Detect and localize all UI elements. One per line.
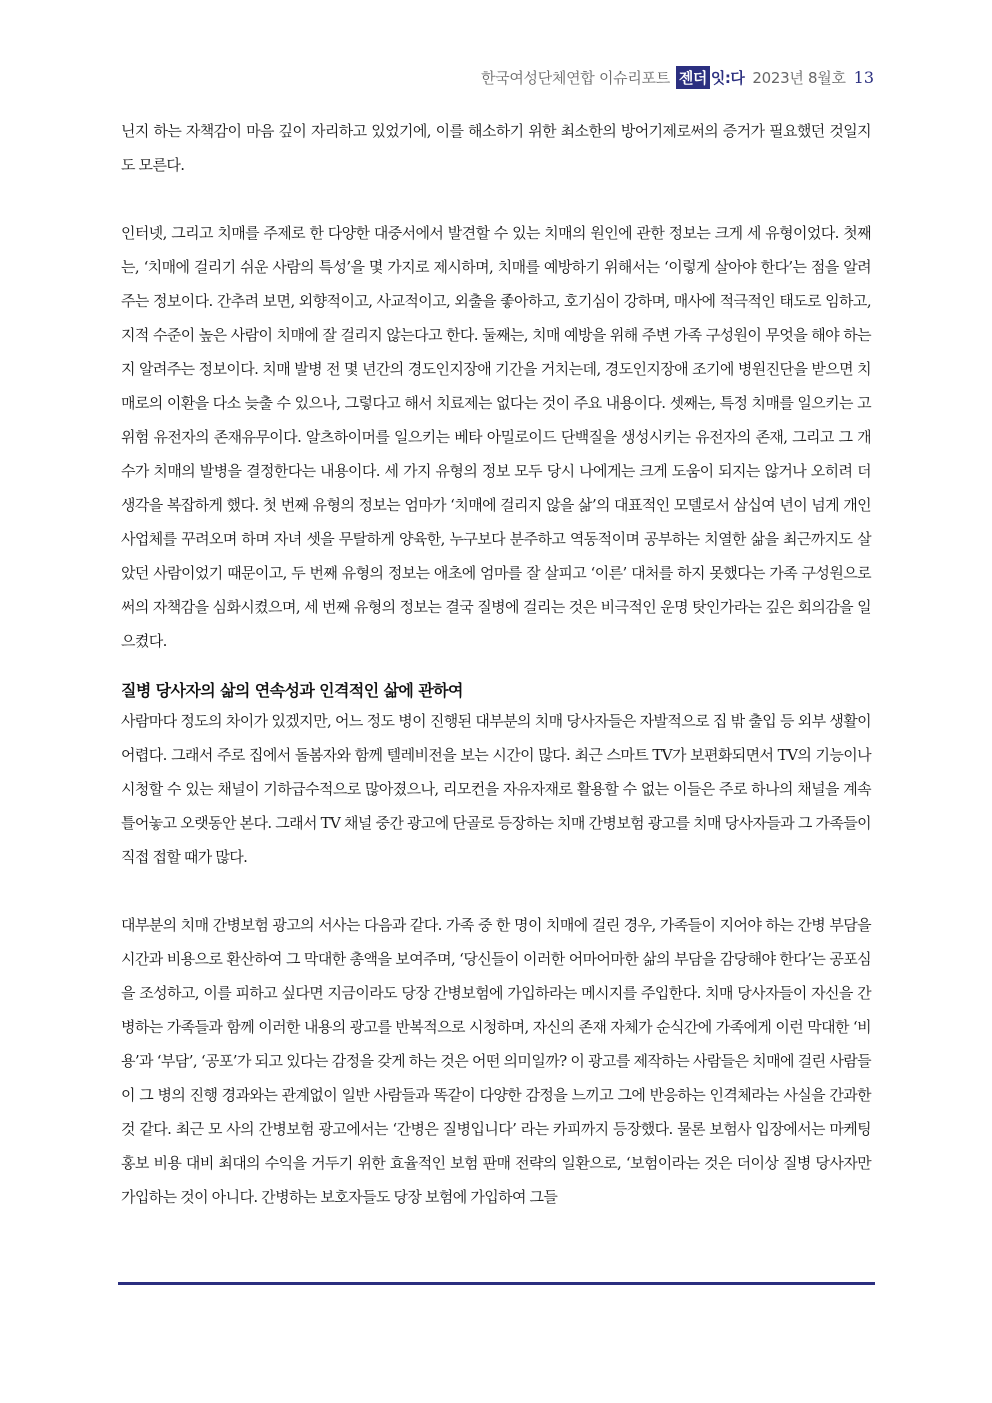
gender-itda-logo <box>676 66 744 89</box>
section-spacer <box>121 658 871 678</box>
logo-rest-text: 잇:다 <box>710 69 745 87</box>
paragraph-spacer <box>121 182 871 216</box>
paragraph-1: 닌지 하는 자책감이 마음 깊이 자리하고 있었기에, 이를 해소하기 위한 최소한의 방어기제로써의 증거가 필요했던 것일지도 모른다. <box>121 122 871 174</box>
paragraph-4: 대부분의 치매 간병보험 광고의 서사는 다음과 같다. 가족 중 한 명이 치매에 걸린 경우, 가족들이 지어야 하는 간병 부담을 시간과 비용으로 환산하여 그 막대한 총액을 보여주며, ‘당신들이 이러한 어마어마한 삶의 부담을 감당해야 한다’는 공포심을 조성하고, 이를 피하고 싶다면 지금이라도 당장 간병보험에 가입하라는 메시지를 주입한다. 치매 당사자들이 자신을 간병하는 가족들과 함께 이러한 내용의 광고를 반복적으로 시청하며, 자신의 존재 자체가 순식간에 가족에게 이런 막대한 ‘비용’과 ‘부담’, ‘공포’가 되고 있다는 감정을 갖게 하는 것은 어떤 의미일까? 이 광고를 제작하는 사람들은 치매에 걸린 사람들이 그 병의 진행 경과와는 관계없이 일반 사람들과 똑같이 다양한 감정을 느끼고 그에 반응하는 인격체라는 사실을 간과한 것 같다. 최근 모 사의 간병보험 광고에서는 ‘간병은 질병입니다’ 라는 카피까지 등장했다. 물론 보험사 입장에서는 마케팅 홍보 비용 대비 최대의 수익을 거두기 위한 효율적인 보험 판매 전략의 일환으로, ‘보험이라는 것은 더이상 질병 당사자만 가입하는 것이 아니다. 간병하는 보호자들도 당장 보험에 가입하여 그들 <box>121 916 871 1206</box>
header-issue-date: 2023년 8월호 <box>752 69 846 87</box>
paragraph-spacer <box>121 874 871 908</box>
section-title: 질병 당사자의 삶의 연속성과 인격적인 삶에 관하여 <box>121 681 463 700</box>
logo-box-text: 젠더 <box>676 66 710 89</box>
article-body <box>121 114 871 1214</box>
page-header <box>481 66 874 89</box>
paragraph-2: 인터넷, 그리고 치매를 주제로 한 다양한 대중서에서 발견할 수 있는 치매의 원인에 관한 정보는 크게 세 유형이었다. 첫째는, ‘치매에 걸리기 쉬운 사람의 특성’을 몇 가지로 제시하며, 치매를 예방하기 위해서는 ‘이렇게 살아야 한다’는 점을 알려주는 정보이다. 간추려 보면, 외향적이고, 사교적이고, 외출을 좋아하고, 호기심이 강하며, 매사에 적극적인 태도로 임하고, 지적 수준이 높은 사람이 치매에 잘 걸리지 않는다고 한다. 둘째는, 치매 예방을 위해 주변 가족 구성원이 무엇을 해야 하는지 알려주는 정보이다. 치매 발병 전 몇 년간의 경도인지장애 기간을 거치는데, 경도인지장애 조기에 병원진단을 받으면 치매로의 이환을 다소 늦출 수 있으나, 그렇다고 해서 치료제는 없다는 것이 주요 내용이다. 셋째는, 특정 치매를 일으키는 고위험 유전자의 존재유무이다. 알츠하이머를 일으키는 베타 아밀로이드 단백질을 생성시키는 유전자의 존재, 그리고 그 개수가 치매의 발병을 결정한다는 내용이다. 세 가지 유형의 정보 모두 당시 나에게는 크게 도움이 되지는 않거나 오히려 더 생각을 복잡하게 했다. 첫 번째 유형의 정보는 엄마가 ‘치매에 걸리지 않을 삶’의 대표적인 모델로서 삼십여 년이 넘게 개인사업체를 꾸려오며 하며 자녀 셋을 무탈하게 양육한, 누구보다 분주하고 역동적이며 공부하는 치열한 삶을 최근까지도 살았던 사람이었기 때문이고, 두 번째 유형의 정보는 애초에 엄마를 잘 살피고 ‘이른’ 대처를 하지 못했다는 가족 구성원으로써의 자책감을 심화시켰으며, 세 번째 유형의 정보는 결국 질병에 걸리는 것은 비극적인 운명 탓인가라는 깊은 회의감을 일으켰다. <box>121 224 871 650</box>
paragraph-3: 사람마다 정도의 차이가 있겠지만, 어느 정도 병이 진행된 대부분의 치매 당사자들은 자발적으로 집 밖 출입 등 외부 생활이 어렵다. 그래서 주로 집에서 돌봄자와 함께 텔레비전을 보는 시간이 많다. 최근 스마트 TV가 보편화되면서 TV의 기능이나 시청할 수 있는 채널이 기하급수적으로 많아졌으나, 리모컨을 자유자재로 활용할 수 없는 이들은 주로 하나의 채널을 계속 틀어놓고 오랫동안 본다. 그래서 TV 채널 중간 광고에 단골로 등장하는 치매 간병보험 광고를 치매 당사자들과 그 가족들이 직접 접할 때가 많다. <box>121 712 871 866</box>
footer-divider <box>118 1282 875 1285</box>
header-org-name: 한국여성단체연합 이슈리포트 <box>480 69 670 87</box>
page-number: 13 <box>853 68 874 87</box>
